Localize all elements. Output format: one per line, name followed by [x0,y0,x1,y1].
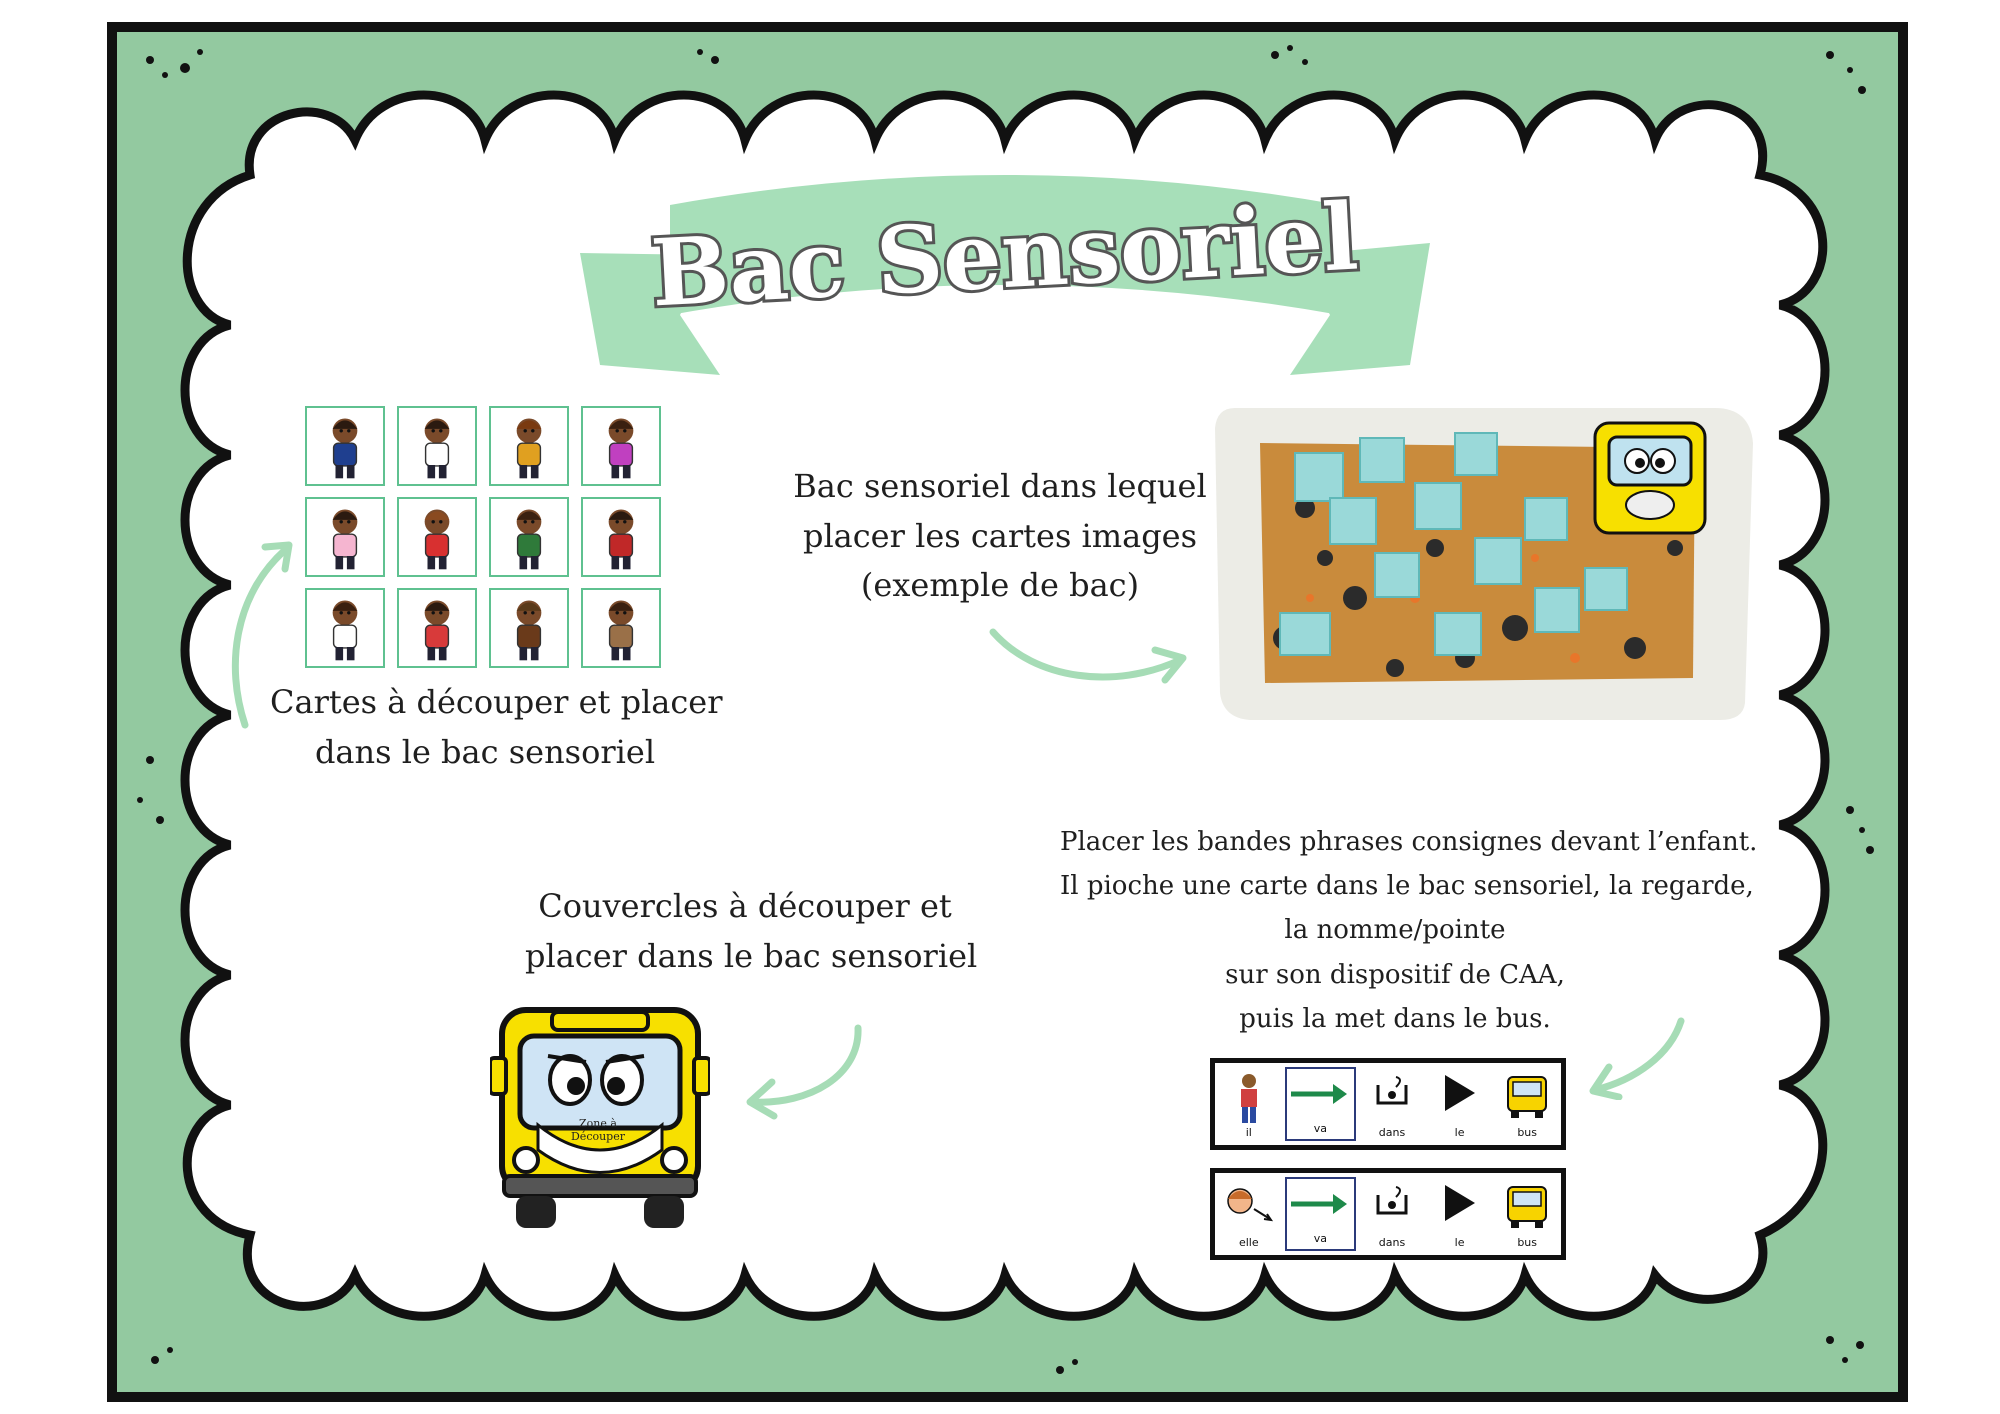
picture-card [397,497,477,577]
bus-lid [490,1000,710,1230]
arrow-to-lid [740,1020,870,1120]
cut-zone-label-line2: Découper [570,1129,625,1143]
strip-cell-preposition [1358,1173,1426,1255]
title-banner [580,165,1430,395]
cut-zone-label-line1: Zone à [579,1117,617,1130]
strip-word: le [1454,1236,1465,1249]
radio-host-boy-icon [399,590,475,666]
waiter-girl-icon [399,408,475,484]
right-arrow-icon [1289,1189,1351,1219]
picture-card-grid [305,406,667,670]
picture-card [397,588,477,668]
sentence-strip-il [1210,1058,1566,1150]
cut-zone-label [548,1118,648,1143]
strip-cell-noun [1493,1063,1561,1145]
in-box-icon [1374,1073,1410,1107]
instructions [1060,820,1758,1041]
photographer-girl-icon [491,408,567,484]
cards-caption-line2: dans le bac sensoriel [314,732,656,771]
strip-word: bus [1517,1126,1538,1139]
picture-card [489,406,569,486]
instructions-line5: puis la met dans le bus. [1239,1003,1551,1034]
picture-card [397,406,477,486]
cashier-boy-icon [583,499,659,575]
swimmer-girl-icon [399,499,475,575]
picture-card [305,588,385,668]
picture-card [581,497,661,577]
strip-cell-article [1426,1063,1494,1145]
cellist-boy-icon [491,499,567,575]
lid-caption-line2: placer dans le bac sensoriel [525,936,978,975]
tray-caption [790,462,1210,611]
picture-card [581,406,661,486]
picture-card [305,406,385,486]
strip-word: dans [1378,1236,1406,1249]
page-title: Bac Sensoriel [648,182,1361,328]
instructions-line1: Placer les bandes phrases consignes devant l’enfant. [1060,827,1758,857]
hairdresser-girl-icon [583,408,659,484]
strip-word: va [1313,1122,1328,1135]
veterinarian-boy-icon [307,590,383,666]
play-triangle-icon [1443,1073,1477,1113]
strip-cell-noun [1493,1173,1561,1255]
sensory-tray-photo [1215,398,1755,723]
tray-caption-line3: (exemple de bac) [860,566,1140,605]
girl-pointing-icon [1224,1183,1274,1227]
judge-girl-icon [491,590,567,666]
picture-card [489,497,569,577]
tray-caption-line2: placer les cartes images [802,516,1198,555]
worker-girl-icon [307,408,383,484]
strip-cell-subject [1215,1173,1283,1255]
instructions-line4: sur son dispositif de CAA, [1225,959,1565,990]
strip-cell-article [1426,1173,1494,1255]
play-triangle-icon [1443,1183,1477,1223]
strip-cell-verb [1285,1067,1357,1141]
school-bus-icon [1505,1183,1549,1229]
painter-girl-icon [307,499,383,575]
cards-caption-line1: Cartes à découper et placer [270,683,723,721]
sentence-strip-elle [1210,1168,1566,1260]
lid-caption-line1: Couvercles à découper et [538,887,952,925]
boy-icon [1234,1073,1264,1125]
picture-card [305,497,385,577]
strip-cell-verb [1285,1177,1357,1251]
strip-word: le [1454,1126,1465,1139]
strip-word: dans [1378,1126,1406,1139]
right-arrow-icon [1289,1079,1351,1109]
lid-caption [525,882,978,981]
strip-word: il [1245,1126,1252,1139]
arrow-to-strips [1585,1015,1690,1100]
strip-word: bus [1517,1236,1538,1249]
strip-cell-preposition [1358,1063,1426,1145]
strip-word: elle [1238,1236,1259,1249]
arrow-to-tray [985,620,1200,690]
detective-boy-icon [583,590,659,666]
cards-caption [270,678,723,777]
instructions-line2: Il pioche une carte dans le bac sensoriel, la regarde, [1060,871,1754,902]
picture-card [489,588,569,668]
in-box-icon [1374,1183,1410,1217]
school-bus-icon [1505,1073,1549,1119]
strip-cell-subject [1215,1063,1283,1145]
strip-word: va [1313,1232,1328,1245]
tray-caption-line1: Bac sensoriel dans lequel [793,467,1207,505]
instructions-line3: la nomme/pointe [1284,915,1506,946]
picture-card [581,588,661,668]
bus-icon [490,1000,710,1230]
